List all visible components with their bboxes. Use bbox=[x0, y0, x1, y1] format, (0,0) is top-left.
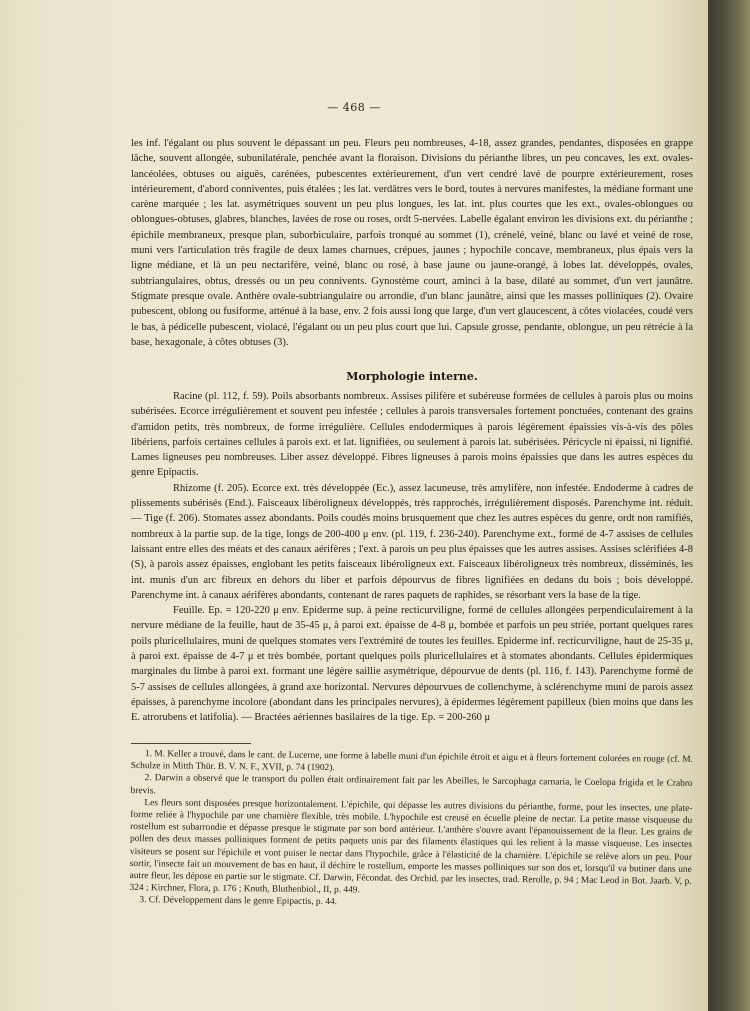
footnote-2-continued: Les fleurs sont disposées presque horizontalement. L'épichile, qui dépasse les autres divisions du périanthe, forme, pour les insectes, une plate-forme reliée à l'hypochile par une charnière flexible, très mobile. L'hypochile est creusé en écuelle pleine de nectar. La petite masse visqueuse du rostellum est subarrondie et dépasse presque le stigmate par son bord antérieur. L'anthère s'ouvre avant l'épanouissement de la fleur. Les grains de pollen des deux masses polliniques forment de petits paquets unis par des filaments élastiques qui les relient à la masse visqueuse. Les insectes visiteurs se posent sur l'épichile et vont puiser le nectar dans l'hypochile, grâce à l'élasticité de la charnière. L'épichile se relève alors un peu. Pour sortir, l'insecte fait un mouvement de bas en haut, il déchire le rostellum, emporte les masses polliniques sur son dos et, lorsqu'il va butiner dans une autre fleur, les dépose en partie sur le stigmate. Cf. Darwin, Fécondat. des Orchid. par les insectes, trad. Rerolle, p. 94 ; Mac Leod in Bot. Jaarb. V, p. 324 ; Kirchner, Flora, p. 176 ; Knuth, Bluthenbiol., II, p. 449. bbox=[129, 797, 693, 896]
root-paragraph: Racine (pl. 112, f. 59). Poils absorbants nombreux. Assises pilifère et subéreuse formées de cellules à parois plus ou moins subérisées. Ecorce irrégulièrement et souvent peu infestée ; cellules à parois transversales fortement ponctuées, contenant des grains d'amidon petits, très nombreux, de forme irrégulière. Cellules endodermiques à parois légèrement épaissies vis-à-vis des pôles libériens, parfois certaines cellules à parois ext. et lat. lignifiées, ou seulement à parois lat. subérisées. Péricycle ni épaissi, ni lignifié. Lames ligneuses peu nombreuses. Liber assez développé. Fibres ligneuses à parois moins épaissies que dans les autres espèces du genre Epipactis. bbox=[131, 391, 693, 479]
description-paragraph: les inf. l'égalant ou plus souvent le dépassant un peu. Fleurs peu nombreuses, 4-18, assez grandes, pendantes, disposées en grappe lâche, souvent allongée, subunilatérale, penchée avant la floraison. Divisions du périanthe libres, un peu concaves, les ext. ovales-lancéolées, obtuses ou aiguës, carénées, pubescentes extérieurement, d'un vert cendré lavé de pourpre extérieurement, roses intérieurement, d'abord conniventes, puis étalées ; les lat. verdâtres vers le bord, toutes à nervures manifestes, la médiane formant une carène marquée ; les lat. asymétriques souvent un peu plus longues, les lat. int. plus courtes que les ext., ovales-oblongues ou oblongues-obtuses, glabres, blanches, lavées de rose ou roses, ordt 5-nervées. Labelle égalant environ les divisions ext. du périanthe ; épichile membraneux, presque plan, suborbiculaire, parfois tronqué au sommet (1), crénelé, veiné, blanc ou lavé et veiné de rose, muni vers l'articulation très fragile de deux lames charnues, crépues, jaunes ; hypochile concave, membraneux, plus épais vers la ligne médiane, et là un peu nectarifère, veiné, blanc ou rosé, à base jaune ou jaune-orangé, à lobes lat. développés, ovales, subtriangulaires, obtus, dressés ou un peu connivents. Gynostème court, aminci à la base, dilaté au sommet, d'un vert jaunâtre. Stigmate presque ovale. Anthère ovale-subtriangulaire ou arrondie, d'un blanc jaunâtre, ainsi que les masses polliniques (2). Ovaire pubescent, oblong ou fusiforme, atténué à la base, env. 2 fois aussi long que large, d'un vert glaucescent, à côtes violacées, coudé vers le bas, à pédicelle pubescent, violacé, l'égalant ou un peu plus court que lui. Capsule grosse, pendante, oblongue, un peu rétrécie à la base, hexagonale, à côtes obtuses (3). bbox=[131, 138, 693, 348]
rhizome-stem-paragraph: Rhizome (f. 205). Ecorce ext. très développée (Ec.), assez lacuneuse, très amylifère, non infestée. Endoderme à cadres de plissements subérisés (End.). Faisceaux libéroligneux développés, très rapprochés, irrégulièrement disposés. Parenchyme int. réduit. — Tige (f. 206). Stomates assez abondants. Poils coudés moins brusquement que chez les autres espèces du genre, ordt non ramifiés, nombreux à la partie sup. de la tige, longs de 200-400 μ env. (pl. 119, f. 236-240). Parenchyme ext., formé de 4-7 assises de cellules laissant entre elles des méats et des canaux aérifères ; l'ext. à parois un peu plus épaisses que les autres assises. Assises sclérifiées 4-8 (S), à parois assez épaisses, englobant les petits faisceaux libéroligneux ext. Faisceaux libéroligneux très nombreux, disséminés, les int. munis d'un arc fibreux en dehors du liber et parfois dépourvus de fibres lignifiées en dedans du bois ; bois développé. Parenchyme int. à canaux aérifères abondants, contenant de rares paquets de raphides, se résorbant vers la base de la tige. bbox=[131, 482, 693, 601]
footnotes bbox=[129, 748, 693, 913]
footnote-2: 2. Darwin a observé que le transport du pollen était ordinairement fait par les Abeilles, le Sarcophaga carnaria, le Coelopa frigida et le Crabro brevis. bbox=[130, 773, 693, 796]
page-number: — 468 — bbox=[327, 101, 381, 114]
footnote-3: 3. Cf. Développement dans le genre Epipactis, p. 44. bbox=[139, 895, 338, 908]
internal-morphology-section bbox=[131, 389, 693, 726]
footnote-divider bbox=[131, 743, 251, 744]
section-heading: Morphologie interne. bbox=[346, 370, 478, 383]
book-binding-edge bbox=[708, 0, 750, 1011]
leaf-paragraph: Feuille. Ep. = 120-220 μ env. Epiderme sup. à peine recticurviligne, formé de cellules allongées perpendiculairement à la nervure médiane de la feuille, haut de 35-45 μ, à paroi ext. épaisse de 4-8 μ, bombée et parfois un peu striée, portant quelques rares poils pluricellulaires, muni de quelques stomates vers l'extrémité de toutes les feuilles. Epiderme inf. recticurviligne, haut de 25-35 μ, à paroi ext. épaisse de 4-7 μ et très bombée, portant quelques poils pluricellulaires et à stomates abondants. Cellules épidermiques marginales du limbe à paroi ext. formant une légère saillie asymétrique, dépourvue de dents (pl. 116, f. 143). Parenchyme formé de 5-7 assises de cellules allongées, à grand axe horizontal. Nervures dépourvues de collenchyme, à sclérenchyme muni de parois assez épaisses, à parenchyme incolore (abondant dans les principales nervures), à épidermes légèrement papilleux (bien moins que dans les E. atrorubens et latifolia). — Bractées aériennes basilaires de la tige. Ep. = 200-260 μ bbox=[131, 605, 693, 724]
footnote-1: 1. M. Keller a trouvé, dans le cant. de Lucerne, une forme à labelle muni d'un épichile étroit et aigu et à fleurs fortement colorées en rouge (cf. M. Schulze in Mitth Thür. B. V. N. F., XVII, p. 74 (1902). bbox=[130, 749, 693, 774]
